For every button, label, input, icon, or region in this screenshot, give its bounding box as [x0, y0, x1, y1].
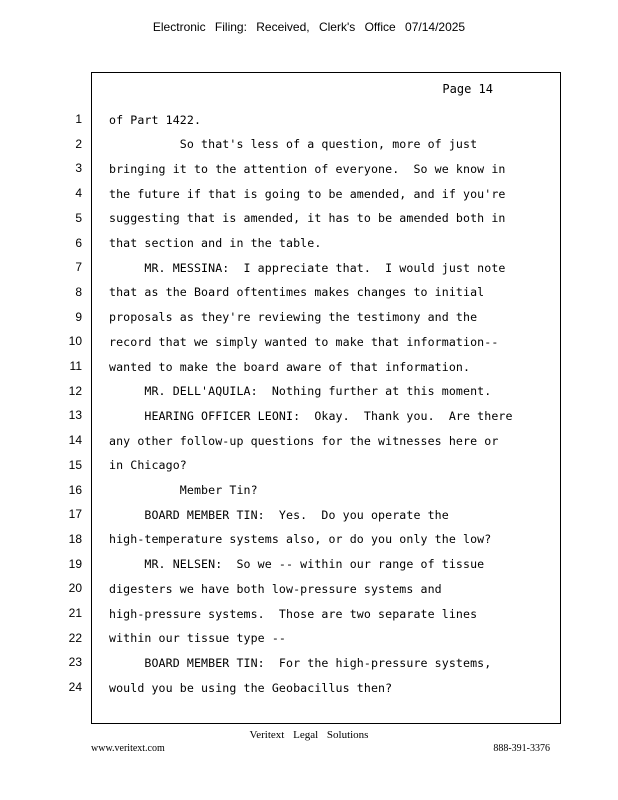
transcript-line: in Chicago? — [109, 458, 187, 473]
transcript-line: MR. NELSEN: So we -- within our range of tissue — [109, 557, 485, 572]
transcript-line: high-temperature systems also, or do you only the low? — [109, 532, 492, 547]
transcript-line: of Part 1422. — [109, 112, 202, 127]
line-number: 16 — [68, 482, 82, 497]
transcript-line: MR. MESSINA: I appreciate that. I would just note — [109, 260, 506, 275]
line-number: 9 — [75, 309, 82, 324]
transcript-line: any other follow-up questions for the witnesses here or — [109, 433, 499, 448]
transcript-line: bringing it to the attention of everyone. So we know in — [109, 161, 506, 176]
line-number: 24 — [68, 680, 82, 695]
transcript-line: proposals as they're reviewing the testimony and the — [109, 310, 478, 325]
transcript-line: that as the Board oftentimes makes changes to initial — [109, 285, 485, 300]
transcript-line: HEARING OFFICER LEONI: Okay. Thank you. Are there — [109, 408, 513, 423]
transcript-line: Member Tin? — [109, 483, 258, 497]
line-number: 6 — [75, 235, 82, 250]
transcript-line: suggesting that is amended, it has to be amended both in — [109, 211, 506, 226]
line-number: 7 — [75, 260, 82, 275]
line-number: 20 — [68, 581, 82, 596]
footer-company: Veritext Legal Solutions — [249, 729, 369, 741]
transcript-line: within our tissue type -- — [109, 631, 287, 646]
line-number: 18 — [68, 531, 82, 546]
transcript-line: wanted to make the board aware of that information. — [109, 359, 471, 374]
transcript-line: BOARD MEMBER TIN: For the high-pressure systems, — [109, 655, 492, 670]
line-number: 19 — [68, 556, 82, 571]
line-number: 3 — [75, 161, 82, 176]
transcript-line: that section and in the table. — [109, 236, 322, 250]
line-number: 1 — [75, 112, 82, 126]
transcript-line: digesters we have both low-pressure systems and — [109, 581, 442, 596]
line-number: 5 — [75, 210, 82, 225]
transcript-line: high-pressure systems. Those are two separate lines — [109, 606, 478, 621]
line-number: 13 — [68, 408, 82, 423]
transcript-line: would you be using the Geobacillus then? — [109, 680, 393, 695]
line-number: 17 — [68, 507, 82, 522]
transcript-line: BOARD MEMBER TIN: Yes. Do you operate the — [109, 507, 449, 522]
transcript-line: MR. DELL'AQUILA: Nothing further at this moment. — [109, 384, 492, 399]
line-number: 15 — [68, 457, 82, 472]
line-number: 11 — [69, 359, 82, 373]
footer-phone: 888-391-3376 — [493, 743, 550, 754]
line-number: 2 — [75, 136, 82, 151]
line-number: 21 — [68, 606, 82, 620]
page-number: Page 14 — [442, 82, 493, 96]
transcript-line: record that we simply wanted to make that information-- — [109, 334, 499, 349]
electronic-filing-header: Electronic Filing: Received, Clerk's Office 07/14/2025 — [152, 20, 466, 34]
transcript-line: the future if that is going to be amended, and if you're — [109, 186, 506, 201]
footer-website: www.veritext.com — [91, 743, 165, 754]
line-number: 8 — [75, 284, 82, 299]
line-number: 22 — [68, 630, 82, 645]
transcript-line: So that's less of a question, more of just — [109, 137, 478, 152]
line-number: 14 — [68, 433, 82, 448]
line-number: 12 — [68, 383, 82, 398]
line-number: 4 — [75, 186, 82, 201]
line-number: 23 — [68, 655, 82, 670]
line-number: 10 — [68, 334, 82, 349]
